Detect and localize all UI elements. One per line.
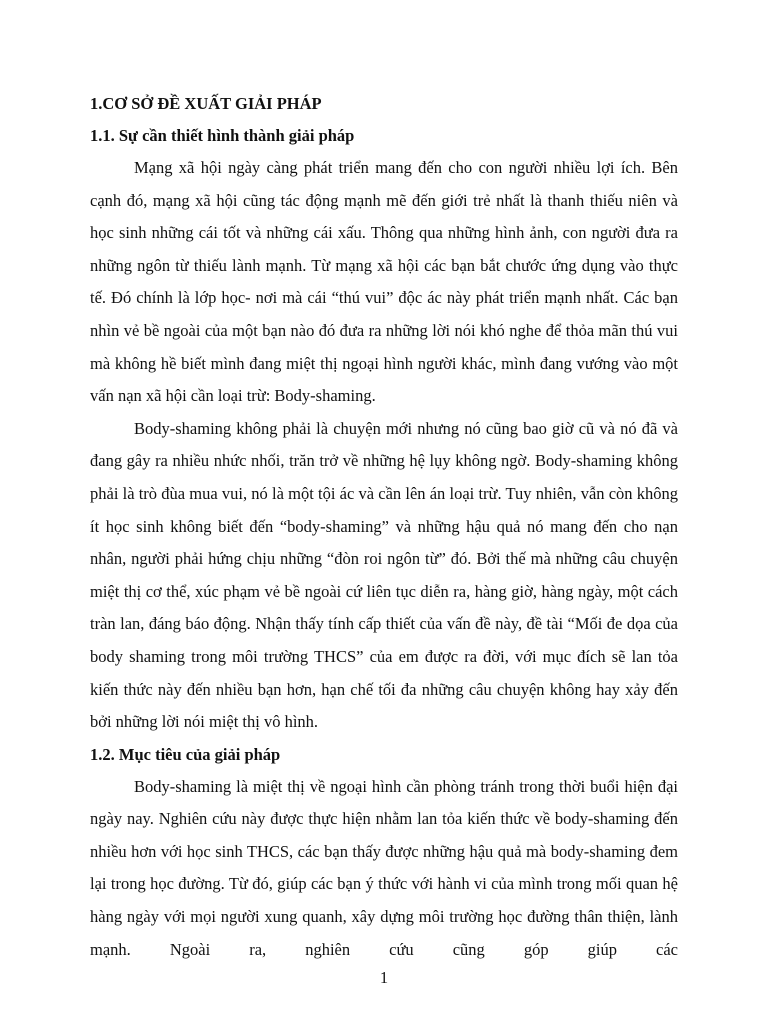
page-number: 1: [379, 968, 389, 987]
section-heading-1-1: 1.1. Sự cần thiết hình thành giải pháp: [90, 126, 355, 145]
document-body: [90, 88, 678, 966]
paragraph: Body-shaming không phải là chuyện mới nhưng nó cũng bao giờ cũ và nó đã và đang gây ra nhiều nhức nhối, trăn trở về những hệ lụy không ngờ. Body-shaming không phải là trò đùa mua vui, nó là một tội ác và cần lên án loại trừ. Tuy nhiên, vẫn còn không ít học sinh không biết đến “body-shaming” và những hậu quả nó mang đến cho nạn nhân, người phải hứng chịu những “đòn roi ngôn từ” đó. Bởi thế mà những câu chuyện miệt thị cơ thể, xúc phạm vẻ bề ngoài cứ liên tục diễn ra, hàng giờ, hàng ngày, một cách tràn lan, đáng báo động. Nhận thấy tính cấp thiết của vấn đề này, đề tài “Mối đe dọa của body shaming trong môi trường THCS” của em được ra đời, với mục đích sẽ lan tỏa kiến thức này đến nhiều bạn hơn, hạn chế tối đa những câu chuyện không hay xảy đến bởi những lời nói miệt thị vô hình.: [90, 418, 678, 732]
paragraph: Mạng xã hội ngày càng phát triển mang đến cho con người nhiều lợi ích. Bên cạnh đó, mạng xã hội cũng tác động mạnh mẽ đến giới trẻ nhất là thanh thiếu niên và học sinh những cái tốt và những cái xấu. Thông qua những hình ảnh, con người đưa ra những ngôn từ thiếu lành mạnh. Từ mạng xã hội các bạn bắt chước ứng dụng vào thực tế. Đó chính là lớp học- nơi mà cái “thú vui” độc ác này phát triển mạnh nhất. Các bạn nhìn vẻ bề ngoài của một bạn nào đó đưa ra những lời nói khó nghe để thỏa mãn thú vui mà không hề biết mình đang miệt thị ngoại hình người khác, mình đang vướng vào một vấn nạn xã hội cần loại trừ: Body-shaming.: [90, 158, 678, 406]
main-heading: 1.CƠ SỞ ĐỀ XUẤT GIẢI PHÁP: [90, 94, 322, 113]
paragraph: Body-shaming là miệt thị về ngoại hình cần phòng tránh trong thời buổi hiện đại ngày nay. Nghiên cứu này được thực hiện nhằm lan tỏa kiến thức về body-shaming đến nhiều hơn với học sinh THCS, các bạn thấy được những hậu quả mà body-shaming đem lại trong học đường. Từ đó, giúp các bạn ý thức với hành vi của mình trong mối quan hệ hàng ngày với mọi người xung quanh, xây dựng môi trường học đường thân thiện, lành mạnh. Ngoài ra, nghiên cứu cũng góp giúp các: [90, 776, 678, 959]
section-heading-1-2: 1.2. Mục tiêu của giải pháp: [90, 744, 281, 764]
